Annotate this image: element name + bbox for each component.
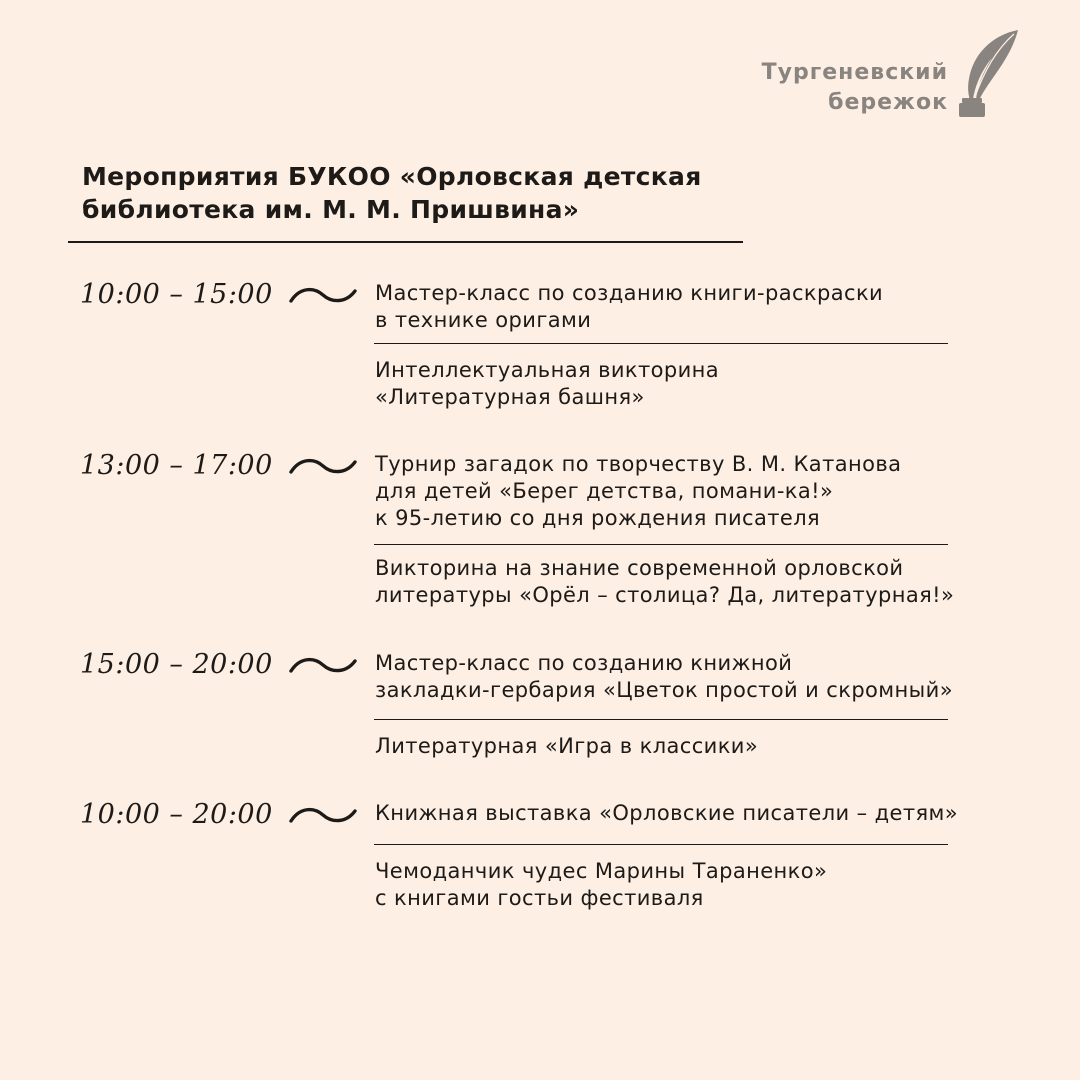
event-line: «Литературная башня» [375,385,645,409]
event-line: Литературная «Игра в классики» [375,734,759,758]
quill-inkwell-icon [952,28,1024,120]
page-title-line-1: Мероприятия БУКОО «Орловская детская [82,162,702,191]
logo-line-1: Тургеневский [761,60,948,85]
time-range: 10:00 – 20:00 [80,799,273,830]
event-line: с книгами гостьи фестиваля [375,886,704,910]
page-title-line-2: библиотека им. М. М. Пришвина» [82,195,580,224]
tilde-icon [288,284,358,308]
logo-line-2: бережок [828,90,948,115]
event-divider [374,544,948,545]
event-item [375,650,953,704]
heading-divider [68,241,743,243]
event-line: Мастер-класс по созданию книги-раскраски [375,281,884,305]
event-line: Викторина на знание современной орловской [375,556,904,580]
tilde-icon [288,654,358,678]
logo-text [762,58,948,118]
time-range: 13:00 – 17:00 [80,450,273,481]
event-line: для детей «Берег детства, помани-ка!» [375,479,834,503]
time-range: 10:00 – 15:00 [80,279,273,310]
event-item [375,280,883,334]
event-item [375,357,719,411]
event-item [375,451,901,532]
event-item [375,800,958,827]
event-line: литературы «Орёл – столица? Да, литературная!» [375,583,955,607]
event-line: Чемоданчик чудес Марины Тараненко» [375,859,828,883]
event-line: Мастер-класс по созданию книжной [375,651,793,675]
event-line: Интеллектуальная викторина [375,358,720,382]
event-line: закладки-гербария «Цветок простой и скромный» [375,678,953,702]
event-line: Книжная выставка «Орловские писатели – детям» [375,801,959,825]
event-item [375,555,954,609]
event-line: Турнир загадок по творчеству В. М. Катанова [375,452,902,476]
tilde-icon [288,804,358,828]
tilde-icon [288,455,358,479]
event-item [375,733,758,760]
event-item [375,858,827,912]
event-divider [374,343,948,344]
page-title [82,160,782,226]
event-line: в технике оригами [375,308,592,332]
event-line: к 95-летию со дня рождения писателя [375,506,821,530]
time-range: 15:00 – 20:00 [80,649,273,680]
event-divider [374,719,948,720]
event-divider [374,844,948,845]
